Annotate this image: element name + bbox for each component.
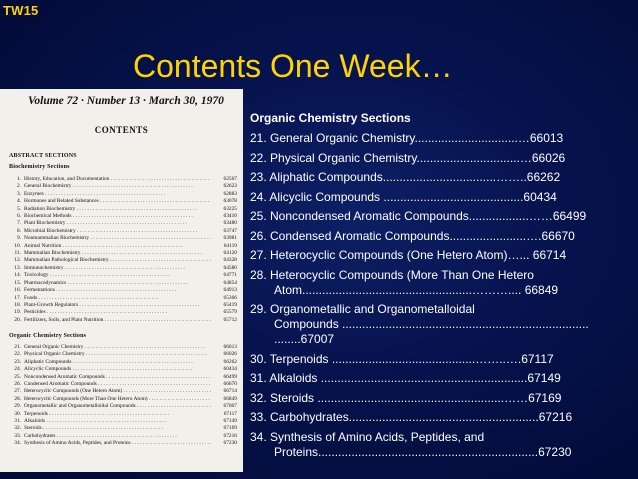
section-title: Animal Nutrition . . . — [24, 243, 211, 250]
section-page: 63480 — [223, 220, 237, 227]
biochemistry-sections-heading: Biochemistry Sections — [9, 164, 70, 170]
section-number: 33. — [14, 432, 21, 439]
section-page: 64328 — [223, 257, 237, 264]
section-title: Mammalian Biochemistry . . . — [24, 250, 211, 257]
section-title: Plant Biochemistry . . . — [24, 220, 211, 227]
section-page: 62623 — [223, 183, 237, 190]
section-title: Noncondensed Aromatic Compounds . . . — [24, 374, 211, 381]
section-number: 27. — [14, 388, 21, 395]
section-number: 11. — [14, 250, 21, 257]
list-item — [250, 131, 634, 146]
section-entry: 29. Organometallic and Organometalloidal — [250, 302, 475, 316]
section-number: 19. — [14, 309, 21, 316]
section-entry: 27. Heterocyclic Compounds (One Hetero Atom)…... 66714 — [250, 248, 567, 262]
section-title: Enzymes . . . — [24, 191, 211, 198]
section-number: 6. — [16, 213, 21, 220]
section-entry: 24. Alicyclic Compounds ..........................................60434 — [250, 189, 557, 204]
section-number: 21. — [14, 344, 21, 350]
section-page: 67117 — [223, 410, 237, 417]
section-number: 15. — [14, 279, 21, 286]
section-page: 65366 — [223, 294, 237, 301]
section-title: Aliphatic Compounds . . . — [24, 359, 211, 366]
organic-sections-heading: Organic Chemistry Sections — [9, 333, 87, 339]
section-page: 65712 — [223, 316, 237, 323]
section-title: Radiation Biochemistry . . . — [24, 206, 211, 213]
section-number: 4. — [16, 198, 21, 205]
section-entry: 32. Steroids ........................................................……67169 — [250, 390, 562, 405]
section-title: Microbial Biochemistry . . . — [24, 228, 211, 235]
section-entry-continued: Compounds .......................................................................... — [274, 317, 589, 331]
contents-heading: CONTENTS — [94, 125, 149, 135]
section-page: 67169 — [223, 425, 237, 432]
list-item — [9, 235, 237, 242]
section-title: Nonmammalian Biochemistry . . . — [24, 235, 211, 242]
section-page: 66499 — [223, 373, 237, 380]
section-page: 63410 — [223, 213, 237, 220]
section-entry: 31. Alkaloids ..............................................................67149 — [250, 371, 561, 385]
list-item — [250, 352, 634, 367]
list-item — [9, 213, 237, 220]
section-title: Mammalian Pathological Biochemistry . . . — [24, 257, 211, 264]
list-item — [9, 191, 237, 198]
section-title: Pharmacodynamics . . . — [24, 280, 211, 287]
section-title: Alicyclic Compounds . . . — [24, 366, 211, 373]
section-number: 13. — [14, 264, 21, 271]
section-page: 63078 — [223, 198, 237, 205]
section-number: 26. — [14, 381, 21, 388]
section-entry: 21. General Organic Chemistry...............................…66013 — [250, 131, 564, 145]
section-entry-continued: Atom...................................................……….... 66849 — [274, 282, 559, 297]
section-entry-continued: ........67007 — [274, 332, 335, 346]
list-item — [9, 228, 237, 235]
section-number: 28. — [14, 395, 21, 402]
section-page: 66026 — [223, 351, 237, 358]
organic-chemistry-list — [250, 110, 634, 464]
section-title: Pesticides . . . — [24, 309, 211, 316]
section-number: 30. — [14, 410, 21, 417]
organic-section-list — [9, 344, 237, 448]
list-item — [9, 220, 237, 227]
section-title: Toxicology . . . — [24, 272, 211, 279]
section-title: Steroids . . . — [24, 425, 211, 432]
section-number: 3. — [16, 190, 21, 197]
section-number: 5. — [16, 205, 21, 212]
section-title: Plant-Growth Regulators . . . — [24, 302, 211, 309]
section-entry: 22. Physical Organic Chemistry...............................…66026 — [250, 150, 566, 165]
list-item — [9, 403, 237, 410]
section-title: Condensed Aromatic Compounds . . . — [24, 381, 211, 388]
list-item — [9, 176, 237, 183]
section-number: 20. — [14, 316, 21, 323]
section-page: 64119 — [223, 242, 237, 249]
list-item — [9, 411, 237, 418]
section-title: Organometallic and Organometalloidal Compounds . . . — [24, 403, 211, 410]
section-number: 8. — [16, 227, 21, 234]
biochemistry-section-list — [9, 176, 237, 324]
section-title: Terpenoids . . . — [24, 411, 211, 418]
section-number: 17. — [14, 294, 21, 301]
section-title: Heterocyclic Compounds (One Hetero Atom) . . . — [24, 388, 211, 395]
list-item — [9, 433, 237, 440]
section-entry: 25. Noncondensed Aromatic Compounds..................……66499 — [250, 209, 587, 223]
section-page: 66714 — [223, 388, 237, 395]
list-item — [250, 410, 634, 425]
section-page: 60434 — [223, 366, 237, 373]
section-number: 10. — [14, 242, 21, 249]
list-item — [9, 374, 237, 381]
list-item — [9, 388, 237, 395]
section-number: 29. — [14, 403, 21, 410]
list-item — [9, 440, 237, 447]
list-item — [9, 280, 237, 287]
list-item — [250, 302, 634, 347]
list-item — [250, 170, 634, 185]
list-item — [9, 265, 237, 272]
section-title: History, Education, and Documentation . . . — [24, 176, 211, 183]
list-item — [9, 418, 237, 425]
list-item — [9, 183, 237, 190]
list-item — [250, 209, 634, 224]
list-item — [9, 295, 237, 302]
slide-tag: TW15 — [3, 3, 39, 18]
list-item — [9, 359, 237, 366]
section-entry-continued: Proteins..................................................................67230 — [274, 444, 572, 459]
list-item — [9, 250, 237, 257]
scanned-contents-page — [0, 89, 243, 472]
section-title: Physical Organic Chemistry . . . — [24, 351, 211, 358]
list-item — [250, 268, 634, 298]
list-item — [9, 351, 237, 358]
section-entry: 30. Terpenoids ...........................................……..….67117 — [250, 351, 554, 366]
section-title: General Biochemistry . . . — [24, 183, 211, 190]
list-item — [9, 206, 237, 213]
list-item — [250, 371, 634, 386]
section-number: 9. — [16, 235, 21, 242]
list-item — [250, 391, 634, 406]
list-item — [250, 190, 634, 205]
section-number: 23. — [14, 358, 21, 365]
list-item — [9, 302, 237, 309]
list-item — [9, 243, 237, 250]
section-page: 62883 — [223, 190, 237, 197]
slide-title: Contents One Week… — [133, 48, 453, 84]
list-item — [9, 272, 237, 279]
section-page: 63747 — [223, 227, 237, 234]
section-page: 63225 — [223, 205, 237, 212]
journal-issue-header: Volume 72 · Number 13 · March 30, 1970 — [28, 95, 224, 107]
organic-sections-heading: Organic Chemistry Sections — [250, 111, 411, 125]
section-number: 1. — [16, 176, 21, 182]
section-number: 2. — [16, 183, 21, 190]
section-entry: 28. Heterocyclic Compounds (More Than One Hetero — [250, 267, 534, 282]
section-page: 67216 — [223, 432, 237, 439]
section-number: 22. — [14, 351, 21, 358]
section-page: 64120 — [223, 250, 237, 257]
list-item — [250, 151, 634, 166]
list-item — [9, 396, 237, 403]
section-page: 64913 — [223, 287, 237, 294]
section-number: 34. — [14, 440, 21, 447]
list-item — [9, 344, 237, 351]
section-page: 67149 — [223, 418, 237, 425]
list-item — [9, 257, 237, 264]
section-page: 67007 — [223, 403, 237, 410]
section-number: 31. — [14, 418, 21, 425]
list-item — [9, 317, 237, 324]
list-item — [250, 248, 634, 263]
section-title: Alkaloids . . . — [24, 418, 211, 425]
abstract-sections-heading: ABSTRACT SECTIONS — [9, 153, 77, 159]
section-number: 14. — [14, 272, 21, 279]
section-page: 63981 — [223, 235, 237, 242]
section-page: 66670 — [223, 381, 237, 388]
section-entry: 23. Aliphatic Compounds..................................……..66262 — [250, 170, 561, 184]
section-number: 16. — [14, 287, 21, 294]
section-page: 66849 — [223, 395, 237, 402]
list-item — [9, 381, 237, 388]
section-title: Heterocyclic Compounds (More Than One Hetero Atom) . . . — [24, 396, 211, 403]
section-entry: 26. Condensed Aromatic Compounds.......................….66670 — [250, 228, 575, 243]
section-title: Fertilizers, Soils, and Plant Nutrition . . . — [24, 317, 211, 324]
section-page: 65419 — [223, 301, 237, 308]
list-item — [9, 198, 237, 205]
list-item — [9, 287, 237, 294]
section-page: 65579 — [223, 309, 237, 316]
section-page: 62567 — [223, 176, 237, 182]
list-item — [250, 430, 634, 460]
list-item — [9, 425, 237, 432]
section-page: 67230 — [223, 440, 237, 447]
section-page: 66262 — [223, 358, 237, 365]
section-title: General Organic Chemistry . . . — [24, 344, 211, 351]
section-title: Synthesis of Amino Acids, Peptides, and Proteins . . . — [24, 440, 211, 447]
section-number: 24. — [14, 366, 21, 373]
section-entry: 33. Carbohydrates.........................................................67216 — [250, 410, 573, 424]
section-number: 12. — [14, 257, 21, 264]
section-page: 64580 — [223, 264, 237, 271]
section-number: 25. — [14, 373, 21, 380]
section-title: Fermentations . . . — [24, 287, 211, 294]
section-page: 64771 — [223, 272, 237, 279]
section-entry: 34. Synthesis of Amino Acids, Peptides, and — [250, 429, 485, 444]
list-item — [250, 229, 634, 244]
list-item — [9, 309, 237, 316]
section-title: Hormones and Related Substances . . . — [24, 198, 211, 205]
list-item — [9, 366, 237, 373]
section-page: 64854 — [223, 279, 237, 286]
section-number: 32. — [14, 425, 21, 432]
section-title: Biochemical Methods . . . — [24, 213, 211, 220]
section-title: Foods . . . — [24, 295, 211, 302]
section-number: 18. — [14, 301, 21, 308]
section-title: Immunochemistry . . . — [24, 265, 211, 272]
section-page: 66013 — [223, 344, 237, 350]
section-title: Carbohydrates . . . — [24, 433, 211, 440]
section-number: 7. — [16, 220, 21, 227]
